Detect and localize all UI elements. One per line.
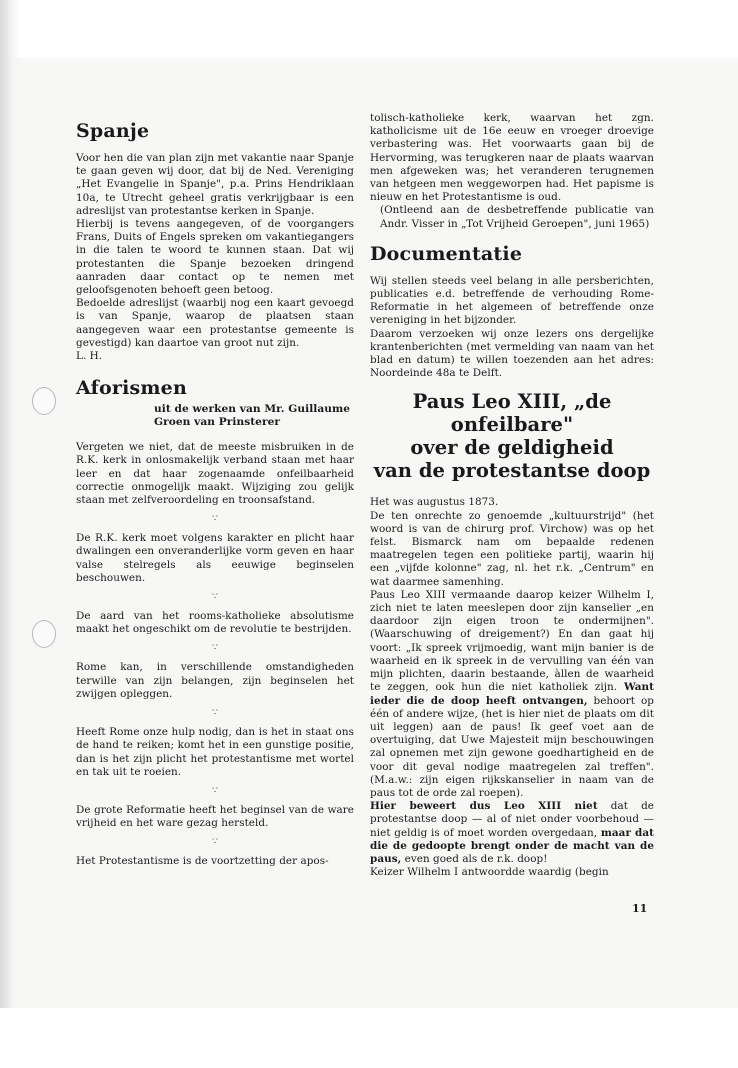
article-title-line: over de geldigheid bbox=[410, 436, 614, 460]
section-title-spanje: Spanje bbox=[76, 120, 150, 142]
punch-hole-icon bbox=[32, 387, 56, 415]
section-title-aforismen: Aforismen bbox=[76, 377, 187, 400]
article-emphasis: Want ieder die de doop heeft ontvangen, bbox=[370, 681, 655, 707]
article-title-line: Paus Leo XIII, „de onfeilbare" bbox=[412, 390, 612, 437]
spanje-paragraph: Bedoelde adreslijst (waarbij nog een kaart gevoegd is van Spanje, waarop de plaatsen staan aangegeven waar een protestantse gemeente is gevestigd) kan daartoe van groot nut zijn. bbox=[76, 297, 354, 349]
article-paragraph: De ten onrechte zo genoemde „kultuurstrijd" (het woord is van de chirurg prof. Virchow) was op het felst. Bismarck nam om bepaalde redenen maatregelen tegen een politieke partij, waarin hij een „vijfde kolonne" zag, nl. het r.k. „Centrum" en wat daarmee samenhing. bbox=[370, 509, 654, 588]
aphorism: Vergeten we niet, dat de meeste misbruiken in de R.K. kerk in onlosmakelijk verband staan met haar leer en dat haar zogenaamde onfeilbaarheid correctie onmogelijk maakt. Wijziging zou gelijk staan met zelfveroordeling en troonsafstand. bbox=[76, 441, 354, 507]
separator-dots-icon: ∵ bbox=[212, 837, 218, 848]
aphorism: Rome kan, in verschillende omstandigheden terwille van zijn belangen, zijn beginselen het zwijgen opleggen. bbox=[76, 661, 354, 700]
spanje-paragraph: Hierbij is tevens aangegeven, of de voorgangers Frans, Duits of Engels spreken om vakantiegangers in die talen te woord te kunnen staan. Dat wij protestanten die Spanje bezoeken dringend aanraden daar contact op te nemen met geloofsgenoten behoeft geen betoog. bbox=[76, 218, 354, 297]
article-paragraph bbox=[370, 800, 654, 866]
aphorism: Het Protestantisme is de voortzetting der apos- bbox=[76, 855, 329, 868]
documentatie-paragraph: Daarom verzoeken wij onze lezers ons dergelijke krantenberichten (met vermelding van naam van het blad en datum) te willen toezenden aan het adres: Noordeinde 48a te Delft. bbox=[370, 327, 654, 380]
left-column bbox=[76, 112, 354, 869]
separator-dots-icon: ∵ bbox=[212, 514, 218, 525]
article-emphasis: maar dat die de gedoopte brengt onder de macht van de paus, bbox=[370, 826, 654, 865]
article-emphasis: Hier beweert dus Leo XIII niet bbox=[370, 800, 598, 813]
separator-dots-icon: ∵ bbox=[212, 643, 218, 654]
article-text: Paus Leo XIII vermaande daarop keizer Wilhelm I, zich niet te laten meeslepen door zijn kanselier „en daardoor zijn eigen troon te ondermijnen". (Waarschuwing of dreigement?) En dan gaat hij voort: „Ik spreek vrijmoedig, want mijn banier is de waarheid en ik spreek in de vervulling van één van mijn plichten, daarin bestaande, àllen de waarheid te zeggen, ook hun die niet katholiek zijn. bbox=[370, 588, 654, 694]
separator-dots-icon: ∵ bbox=[212, 592, 218, 603]
punch-hole-icon bbox=[32, 620, 56, 648]
page-number: 11 bbox=[632, 902, 648, 915]
spanje-paragraph: Voor hen die van plan zijn met vakantie naar Spanje te gaan geven wij door, dat bij de Ned. Vereniging „Het Evangelie in Spanje", p.a. Prins Hendriklaan 10a, te Utrecht geheel gratis verkrijgbaar is een adreslijst van protestantse kerken in Spanje. bbox=[76, 152, 354, 217]
section-title-documentatie: Documentatie bbox=[370, 242, 523, 265]
aphorism: Heeft Rome onze hulp nodig, dan is het in staat ons de hand te reiken; komt het in een gunstige positie, dan is het zijn plicht het protestantisme met wortel en tak uit te roeien. bbox=[76, 726, 354, 778]
article-paragraph: Keizer Wilhelm I antwoordde waardig (begin bbox=[370, 866, 609, 879]
page-binding-shadow bbox=[0, 0, 20, 1068]
article-text: dat de protestantse doop — al of niet onder voorbehoud — niet geldig is of moet worden overgedaan, bbox=[370, 800, 654, 839]
aphorism: De R.K. kerk moet volgens karakter en plicht haar dwalingen een onveranderlijke vorm geven en haar valse stelregels als eeuwige beginselen beschouwen. bbox=[76, 532, 354, 584]
aphorism: De grote Reformatie heeft het beginsel van de ware vrijheid en het ware gezag hersteld. bbox=[76, 803, 354, 830]
article-title bbox=[370, 390, 654, 482]
right-column bbox=[370, 112, 654, 879]
source-note: (Ontleend aan de desbetreffende publicatie van Andr. Visser in „Tot Vrijheid Geroepen", juni 1965) bbox=[380, 204, 654, 230]
article-text: behoort op één of andere wijze, (het is hier niet de plaats om dit uit leggen) aan de paus! Ik geef voet aan de overtuiging, dat Uwe Majesteit mijn beschouwingen zal opnemen met zijn gewone goedhartigheid en de voor dit geval nodige maatregelen zal treffen". (M.a.w.: zijn eigen rijkskanselier in naam van de paus tot de orde zal roepen). bbox=[370, 694, 654, 799]
separator-dots-icon: ∵ bbox=[212, 708, 218, 719]
article-title-line: van de protestantse doop bbox=[373, 459, 651, 483]
aphorism: De aard van het rooms-katholieke absolutisme maakt het ongeschikt om de revolutie te bestrijden. bbox=[76, 610, 354, 636]
article-text: even goed als de r.k. doop! bbox=[404, 852, 548, 865]
article-paragraph: Het was augustus 1873. bbox=[370, 496, 499, 509]
scan-margin-top bbox=[0, 0, 738, 58]
signature: L. H. bbox=[76, 350, 103, 363]
separator-dots-icon: ∵ bbox=[212, 785, 218, 796]
documentatie-paragraph: Wij stellen steeds veel belang in alle persberichten, publicaties e.d. betreffende de verhouding Rome-Reformatie in het algemeen of betreffende onze vereniging in het bijzonder. bbox=[370, 274, 654, 327]
scan-margin-bottom bbox=[0, 1008, 738, 1068]
article-paragraph bbox=[370, 589, 654, 800]
continuation-paragraph: tolisch-katholieke kerk, waarvan het zgn. katholicisme uit de 16e eeuw en vroeger droevige verbastering was. Het voorwaarts gaan bij de Hervorming, was terugkeren naar de plaats waarvan men afgeweken was; het veranderen terugnemen van hetgeen men weggeworpen had. Het papisme is nieuw en het Protestantisme is oud. bbox=[370, 112, 654, 204]
aforismen-subtitle: uit de werken van Mr. Guillaume Groen van Prinsterer bbox=[154, 403, 351, 429]
